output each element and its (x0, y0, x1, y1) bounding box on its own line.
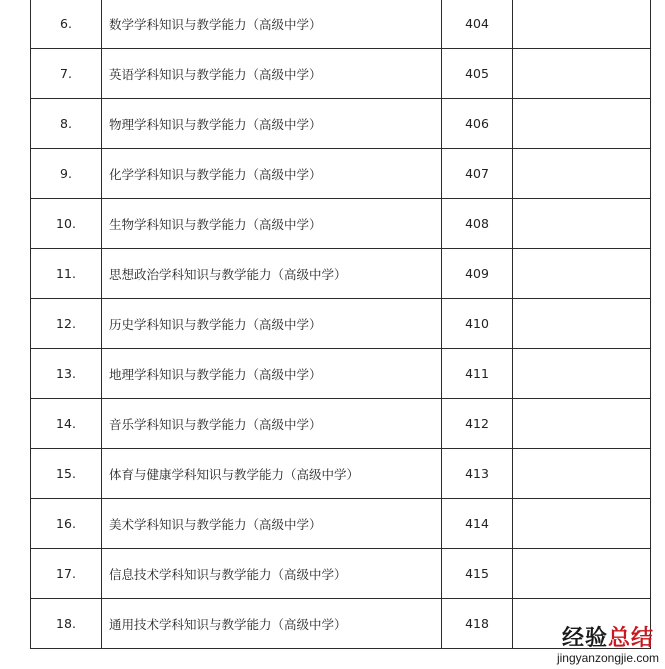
subject-code: 411 (442, 349, 513, 399)
subject-name: 信息技术学科知识与教学能力（高级中学） (102, 549, 442, 599)
note-cell (513, 0, 651, 49)
row-number: 13. (31, 349, 102, 399)
subject-name: 生物学科知识与教学能力（高级中学） (102, 199, 442, 249)
subject-code: 409 (442, 249, 513, 299)
subject-name: 思想政治学科知识与教学能力（高级中学） (102, 249, 442, 299)
subject-code: 413 (442, 449, 513, 499)
table-row (31, 399, 651, 449)
note-cell (513, 349, 651, 399)
watermark-part2: 总结 (607, 626, 654, 651)
table-row (31, 449, 651, 499)
row-number: 18. (31, 599, 102, 649)
table-row (31, 349, 651, 399)
note-cell (513, 199, 651, 249)
note-cell (513, 249, 651, 299)
row-number: 11. (31, 249, 102, 299)
note-cell (513, 149, 651, 199)
subject-code: 404 (442, 0, 513, 49)
table-row (31, 499, 651, 549)
subject-name: 美术学科知识与教学能力（高级中学） (102, 499, 442, 549)
row-number: 15. (31, 449, 102, 499)
subject-code: 414 (442, 499, 513, 549)
row-number: 17. (31, 549, 102, 599)
note-cell (513, 399, 651, 449)
subject-code: 405 (442, 49, 513, 99)
row-number: 12. (31, 299, 102, 349)
note-cell (513, 549, 651, 599)
table-row (31, 199, 651, 249)
row-number: 10. (31, 199, 102, 249)
subject-code: 418 (442, 599, 513, 649)
subject-table (30, 0, 651, 649)
subject-name: 化学学科知识与教学能力（高级中学） (102, 149, 442, 199)
note-cell (513, 299, 651, 349)
subject-name: 英语学科知识与教学能力（高级中学） (102, 49, 442, 99)
watermark-part1: 经验 (561, 626, 608, 651)
subject-name: 数学学科知识与教学能力（高级中学） (102, 0, 442, 49)
row-number: 14. (31, 399, 102, 449)
note-cell (513, 99, 651, 149)
watermark-logo-text (557, 627, 659, 651)
table-row (31, 549, 651, 599)
row-number: 16. (31, 499, 102, 549)
subject-table-body (31, 0, 651, 649)
subject-code: 415 (442, 549, 513, 599)
note-cell (513, 49, 651, 99)
subject-code: 406 (442, 99, 513, 149)
row-number: 8. (31, 99, 102, 149)
row-number: 7. (31, 49, 102, 99)
note-cell (513, 499, 651, 549)
subject-code: 412 (442, 399, 513, 449)
subject-name: 通用技术学科知识与教学能力（高级中学） (102, 599, 442, 649)
table-row (31, 299, 651, 349)
table-row (31, 49, 651, 99)
row-number: 9. (31, 149, 102, 199)
subject-name: 音乐学科知识与教学能力（高级中学） (102, 399, 442, 449)
site-watermark (557, 627, 659, 665)
row-number: 6. (31, 0, 102, 49)
subject-name: 历史学科知识与教学能力（高级中学） (102, 299, 442, 349)
table-row (31, 249, 651, 299)
subject-code: 407 (442, 149, 513, 199)
watermark-url: jingyanzongjie.com (556, 651, 659, 665)
table-row (31, 0, 651, 49)
note-cell (513, 449, 651, 499)
subject-name: 体育与健康学科知识与教学能力（高级中学） (102, 449, 442, 499)
table-row (31, 149, 651, 199)
subject-code: 410 (442, 299, 513, 349)
subject-name: 物理学科知识与教学能力（高级中学） (102, 99, 442, 149)
subject-code: 408 (442, 199, 513, 249)
subject-name: 地理学科知识与教学能力（高级中学） (102, 349, 442, 399)
table-row (31, 99, 651, 149)
